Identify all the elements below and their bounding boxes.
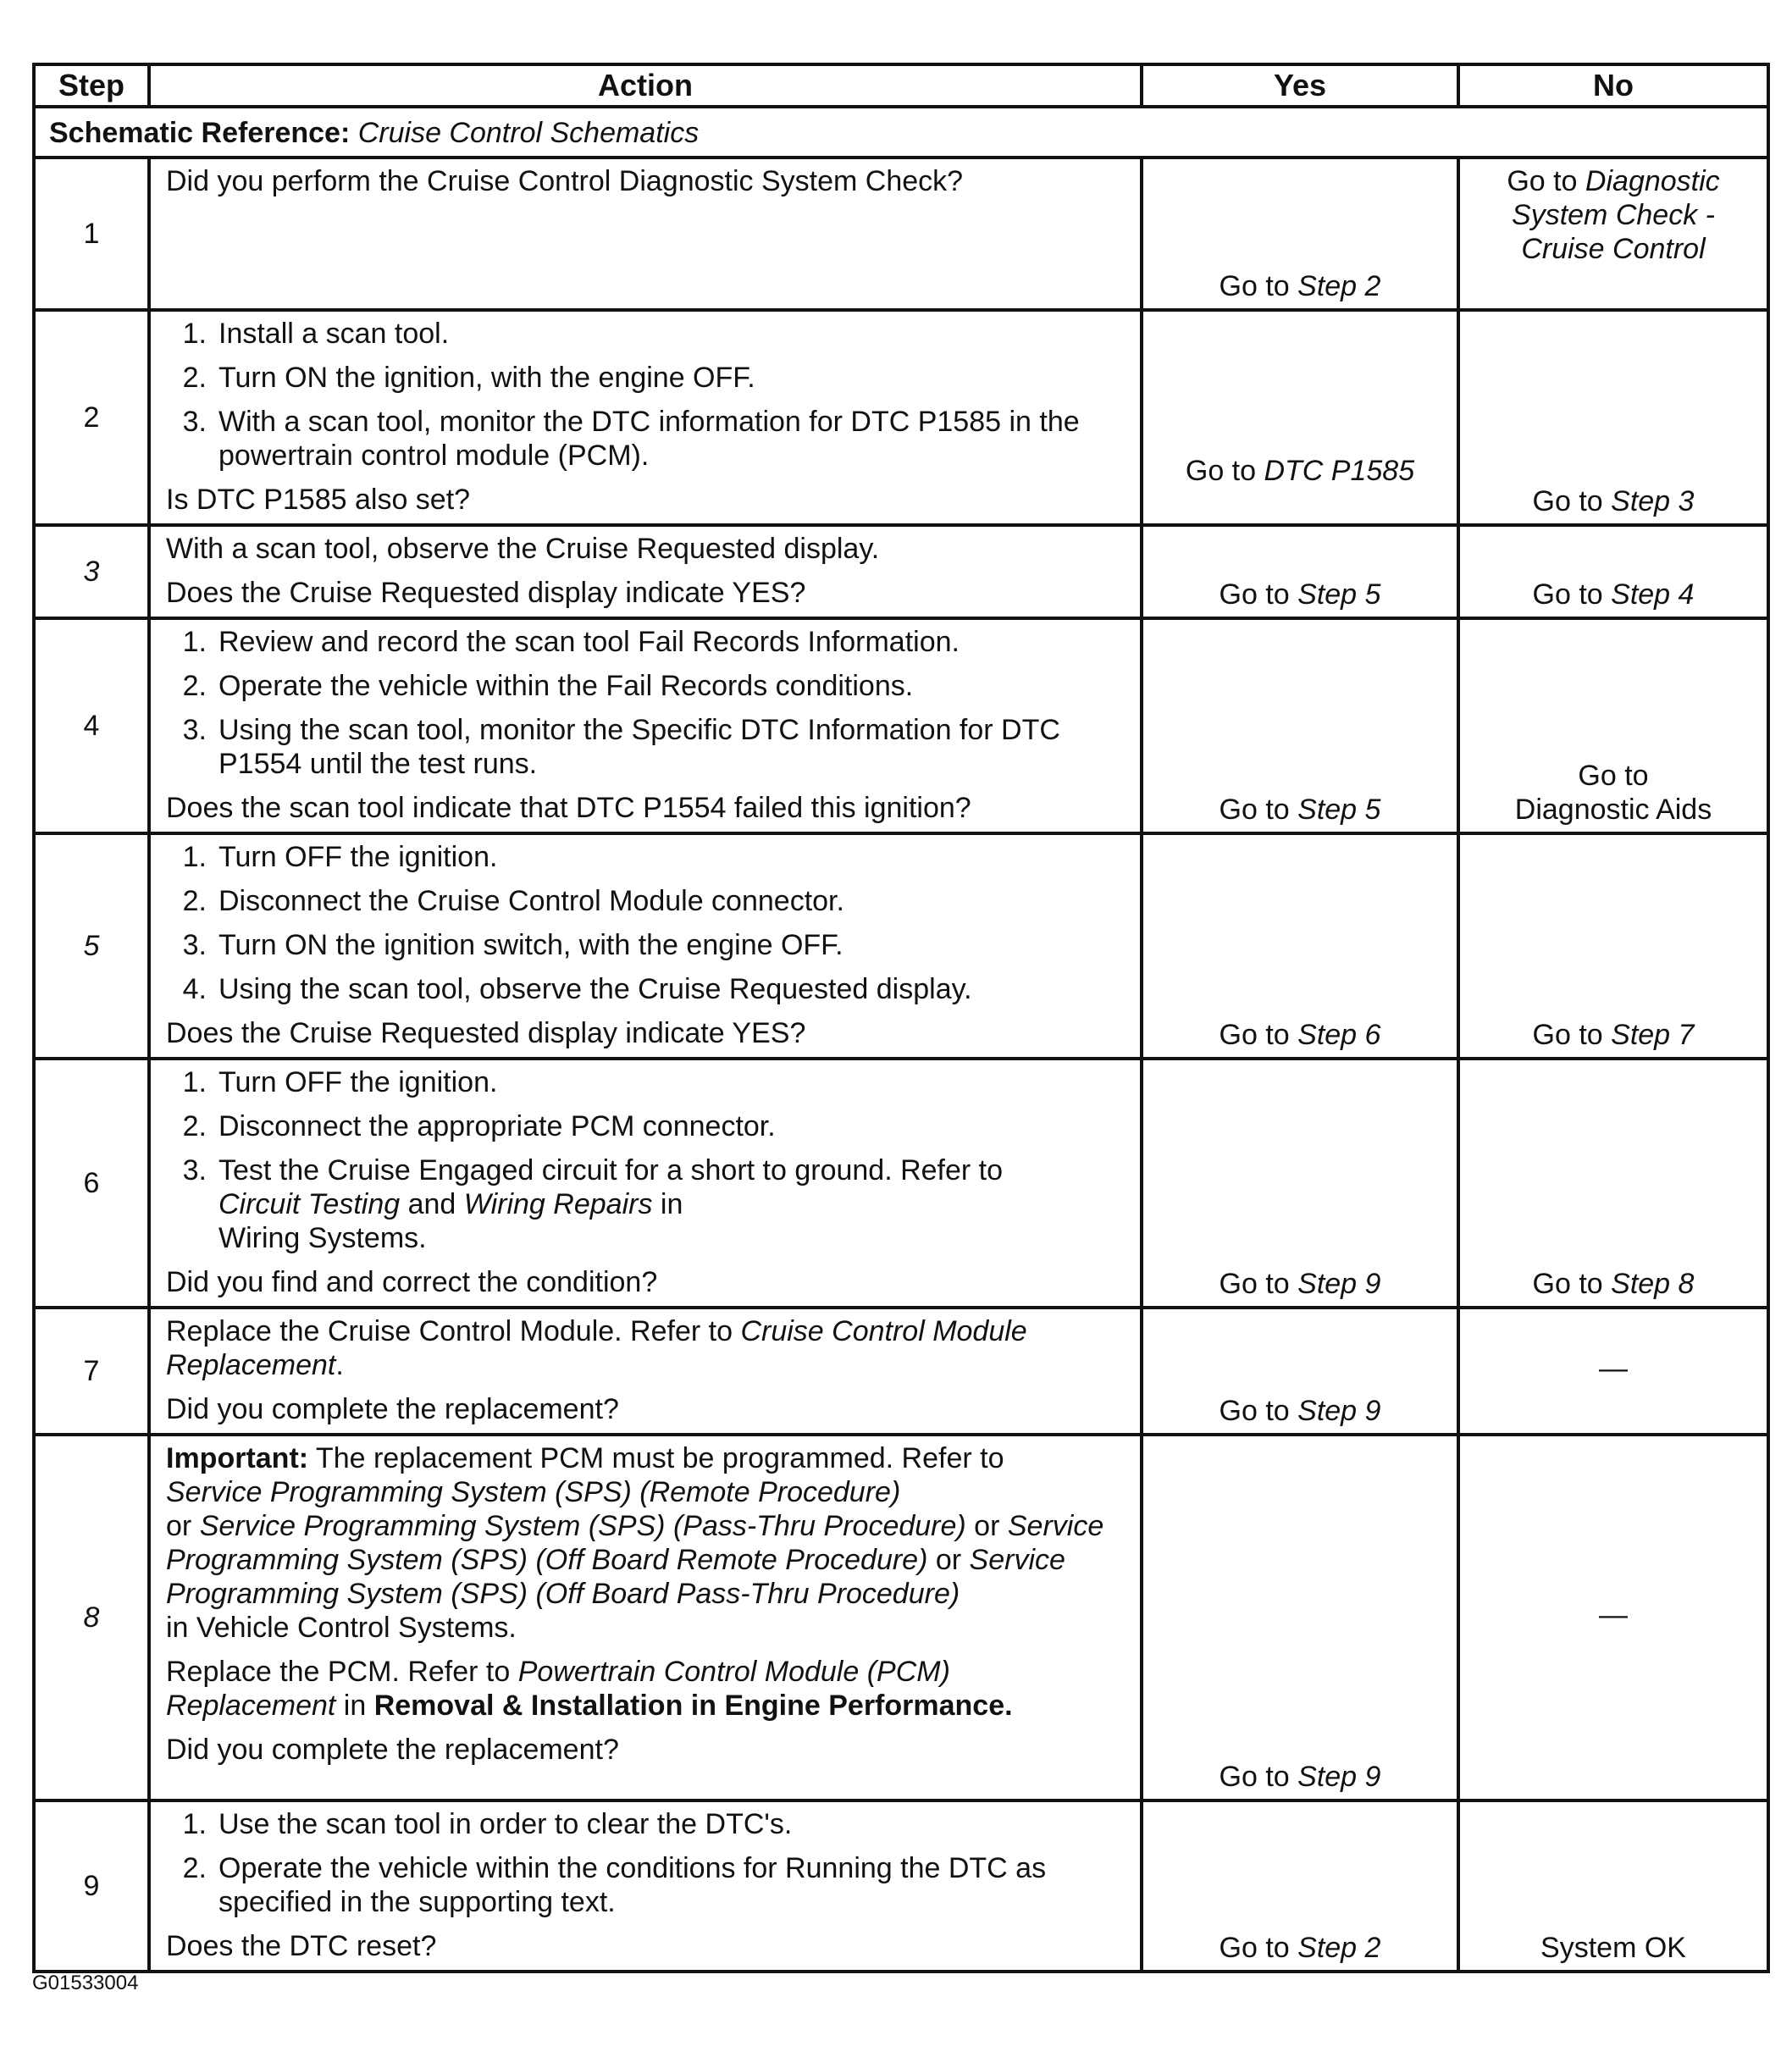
no-cell [1458,1308,1768,1435]
list-item: 1. Review and record the scan tool Fail Records Information. [182,626,960,658]
table-row [34,158,1768,310]
list-item: 2. Operate the vehicle within the conditions for Running the DTC as specified in the supporting text. [182,1852,1047,1918]
list-item: 3. Using the scan tool, monitor the Specific DTC Information for DTC P1554 until the test runs. [182,714,1060,780]
question: Does the scan tool indicate that DTC P1554 failed this ignition? [166,792,971,824]
no-link[interactable]: Step 8 [1611,1268,1695,1300]
header-action: Action [149,64,1142,107]
no-dash: — [1599,1352,1628,1385]
circuit-testing-link[interactable]: Circuit Testing [218,1188,401,1220]
step-number: 4 [34,618,149,833]
header-step: Step [34,64,149,107]
figure-id: G01533004 [32,1972,139,1994]
header-yes: Yes [1142,64,1458,107]
no-dash: — [1599,1599,1628,1631]
schematic-reference [34,107,1768,158]
wiring-repairs-link[interactable]: Wiring Repairs [463,1188,653,1220]
instruction: Replace the Cruise Control Module. Refer to Cruise Control Module Replacement. [166,1315,1027,1381]
list-item: 3. Test the Cruise Engaged circuit for a short to ground. Refer to Circuit Testing and Wiring Repairs in Wiring Systems. [182,1154,1004,1254]
action-cell [149,1435,1142,1800]
list-item: 2. Operate the vehicle within the Fail Records conditions. [182,670,914,702]
instruction-list [166,1807,1123,1919]
question: Is DTC P1585 also set? [166,484,471,516]
no-cell [1458,1435,1768,1800]
instruction-list [166,1065,1123,1255]
yes-link[interactable]: Step 2 [1297,270,1381,302]
yes-cell: Go to Step 9 [1142,1059,1458,1308]
header-row [34,64,1768,107]
list-item: 1. Turn OFF the ignition. [182,841,498,873]
instruction: With a scan tool, observe the Cruise Requested display. [166,533,880,565]
question: Did you perform the Cruise Control Diagnostic System Check? [166,165,964,197]
no-link[interactable]: Step 7 [1611,1019,1695,1051]
no-prefix: Go to [1507,165,1585,197]
yes-cell: Go to DTC P1585 [1142,310,1458,525]
no-cell [1458,1800,1768,1972]
yes-cell: Go to Step 9 [1142,1308,1458,1435]
instruction-list [166,625,1123,781]
schematic-reference-row [34,107,1768,158]
schematic-link[interactable]: Cruise Control Schematics [357,117,700,149]
table-row [34,525,1768,618]
no-link[interactable]: Step 3 [1611,485,1695,517]
no-cell: Go to Step 7 [1458,833,1768,1059]
question: Did you complete the replacement? [166,1734,619,1766]
action-cell [149,310,1142,525]
schematic-label: Schematic Reference: [49,117,351,149]
no-text: Go to [1578,760,1649,792]
yes-cell [1142,158,1458,310]
pcm-replacement-link[interactable]: Powertrain Control Module (PCM) Replacement [166,1656,950,1722]
yes-link[interactable]: Step 5 [1297,578,1381,611]
list-item: 1. Install a scan tool. [182,318,450,350]
list-item: 3. With a scan tool, monitor the DTC information for DTC P1585 in the powertrain control module (PCM). [182,406,1080,472]
table-row [34,1308,1768,1435]
action-cell [149,833,1142,1059]
action-cell [149,525,1142,618]
yes-link[interactable]: Step 6 [1297,1019,1381,1051]
header-no: No [1458,64,1768,107]
diagnostic-table [32,63,1770,1973]
list-item: 2. Turn ON the ignition, with the engine OFF. [182,362,755,394]
yes-cell: Go to Step 2 [1142,1800,1458,1972]
step-number: 9 [34,1800,149,1972]
instruction: Replace the PCM. Refer to Powertrain Control Module (PCM) Replacement in Removal & Installation in Engine Performance. [166,1656,1013,1722]
action-cell [149,158,1142,310]
yes-cell: Go to Step 6 [1142,833,1458,1059]
yes-link[interactable]: Step 9 [1297,1268,1381,1300]
instruction-list [166,317,1123,473]
no-cell [1458,618,1768,833]
table-row [34,618,1768,833]
no-text: System OK [1540,1932,1686,1964]
table-row [34,833,1768,1059]
list-item: 2. Disconnect the appropriate PCM connector. [182,1110,776,1142]
module-replacement-link[interactable]: Cruise Control Module Replacement [166,1315,1027,1381]
sps-remote-link[interactable]: Service Programming System (SPS) (Remote Procedure) [166,1476,901,1508]
step-number: 6 [34,1059,149,1308]
no-link[interactable]: Diagnostic System Check - Cruise Control [1512,165,1720,265]
yes-link[interactable]: Step 9 [1297,1395,1381,1427]
sps-offboard-passthru-link[interactable]: Service Programming System (SPS) (Off Board Pass-Thru Procedure) [166,1544,1065,1610]
yes-link[interactable]: DTC P1585 [1264,455,1415,487]
list-item: 1. Turn OFF the ignition. [182,1066,498,1098]
question: Does the Cruise Requested display indicate YES? [166,577,806,609]
action-cell [149,618,1142,833]
sps-offboard-remote-link[interactable]: Service Programming System (SPS) (Off Board Remote Procedure) [166,1510,1104,1576]
step-number: 1 [34,158,149,310]
question: Does the Cruise Requested display indicate YES? [166,1017,806,1049]
important-note: Important: The replacement PCM must be programmed. Refer to Service Programming System (SPS) (Remote Procedure) or Service Programming System (SPS) (Pass-Thru Procedure) or Service Programming System (SPS) (Off Board Remote Procedure) or Service Programming System (SPS) (Off Board Pass-Thru Procedure) in Vehicle Control Systems. [166,1442,1104,1644]
step-number: 5 [34,833,149,1059]
step-number: 8 [34,1435,149,1800]
no-link[interactable]: Diagnostic Aids [1514,794,1712,826]
question: Does the DTC reset? [166,1930,437,1962]
no-cell [1458,158,1768,310]
no-link[interactable]: Step 4 [1611,578,1695,611]
action-cell [149,1059,1142,1308]
action-cell [149,1308,1142,1435]
no-cell: Go to Step 4 [1458,525,1768,618]
yes-link[interactable]: Step 9 [1297,1761,1381,1793]
yes-cell: Go to Step 9 [1142,1435,1458,1800]
question: Did you find and correct the condition? [166,1266,658,1298]
action-cell [149,1800,1142,1972]
instruction-list [166,840,1123,1006]
question: Did you complete the replacement? [166,1393,619,1425]
no-cell: Go to Step 8 [1458,1059,1768,1308]
list-item: 1. Use the scan tool in order to clear the DTC's. [182,1808,793,1840]
no-cell: Go to Step 3 [1458,310,1768,525]
step-number: 7 [34,1308,149,1435]
yes-link[interactable]: Step 5 [1297,794,1381,826]
sps-passthru-link[interactable]: Service Programming System (SPS) (Pass-Thru Procedure) [199,1510,966,1542]
step-number: 3 [34,525,149,618]
yes-cell: Go to Step 5 [1142,618,1458,833]
yes-link[interactable]: Step 2 [1297,1932,1381,1964]
table-row [34,1435,1768,1800]
table-row [34,1800,1768,1972]
list-item: 3. Turn ON the ignition switch, with the engine OFF. [182,929,843,961]
list-item: 4. Using the scan tool, observe the Cruise Requested display. [182,973,972,1005]
table-row [34,310,1768,525]
yes-cell: Go to Step 5 [1142,525,1458,618]
step-number: 2 [34,310,149,525]
list-item: 2. Disconnect the Cruise Control Module connector. [182,885,844,917]
table-row [34,1059,1768,1308]
yes-prefix: Go to [1219,270,1298,302]
